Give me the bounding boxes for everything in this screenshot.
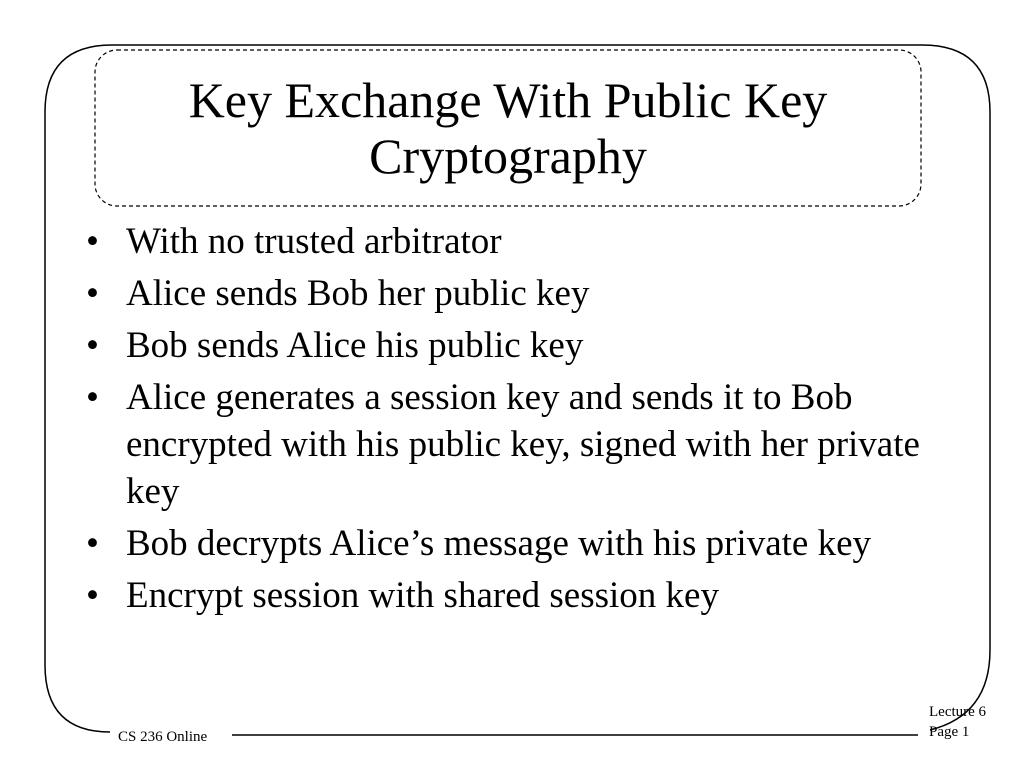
bullet-dot: •	[86, 523, 99, 564]
bullet-dot: •	[86, 273, 99, 314]
bullet-text: Bob decrypts Alice’s message with his private key	[126, 523, 871, 564]
bullet-text: Alice generates a session key and sends it to Bob encrypted with his public key, signed with her private key	[126, 377, 920, 512]
slide-title-line-1: Key Exchange With Public Key	[188, 72, 828, 128]
bullet-item	[86, 270, 956, 317]
bullet-list	[86, 218, 956, 624]
bullet-item	[86, 322, 956, 369]
bullet-item	[86, 520, 956, 567]
footer-lecture: Lecture 6	[929, 704, 987, 720]
bullet-text: Alice sends Bob her public key	[126, 273, 590, 314]
slide-title	[98, 72, 918, 184]
bullet-dot: •	[86, 221, 99, 262]
bullet-text: With no trusted arbitrator	[126, 221, 502, 262]
bullet-item	[86, 374, 956, 515]
bullet-item	[86, 572, 956, 619]
bullet-item	[86, 218, 956, 265]
footer-lecture-page	[929, 702, 986, 742]
bullet-text: Bob sends Alice his public key	[126, 325, 584, 366]
footer-course: CS 236 Online	[118, 729, 208, 745]
footer-page: Page 1	[929, 724, 970, 740]
bullet-text: Encrypt session with shared session key	[126, 575, 719, 616]
bullet-dot: •	[86, 377, 99, 418]
bullet-dot: •	[86, 325, 99, 366]
title-region	[95, 50, 921, 206]
bullet-dot: •	[86, 575, 99, 616]
slide-title-line-2: Cryptography	[369, 128, 647, 184]
